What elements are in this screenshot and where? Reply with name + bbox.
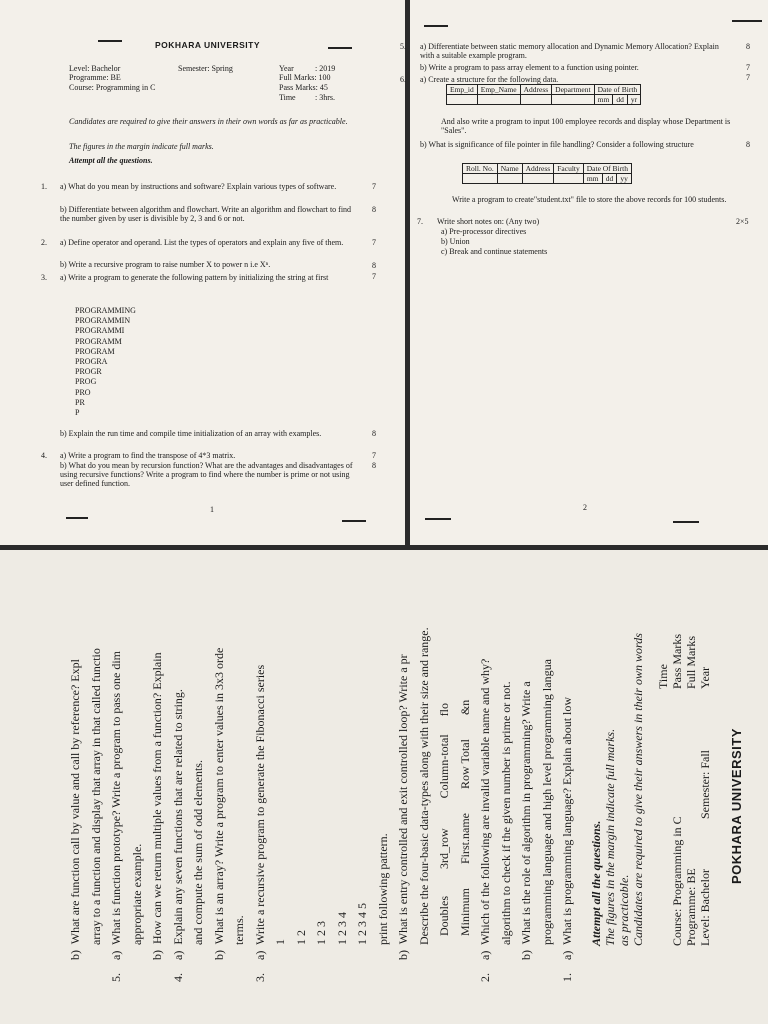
question-number: 3.: [41, 273, 47, 282]
marks: 8: [372, 205, 376, 214]
table-header: Emp_id: [447, 85, 478, 95]
question-text: 1: [273, 939, 287, 960]
course: Course: Programming in C: [670, 816, 684, 946]
marks: 7: [372, 272, 376, 281]
string-pattern: [75, 306, 136, 418]
time-value: : 3hrs.: [315, 93, 335, 102]
rotated-content: [0, 550, 768, 1024]
question-number: 3.: [252, 973, 267, 982]
table-header: Address: [522, 164, 554, 174]
question-text: and compute the sum of odd elements.: [191, 760, 205, 960]
employee-table: [446, 84, 641, 105]
page-number: 2: [583, 503, 587, 512]
table-header: Department: [552, 85, 594, 95]
pattern-line: PROGRAM: [75, 346, 115, 356]
question-text: print following pattern.: [375, 833, 390, 960]
marks: 7: [746, 73, 750, 82]
question-5b: b) Write a program to pass array element to a function using pointer.: [420, 63, 639, 72]
instruction-1-cont: as practicable.: [617, 874, 631, 946]
marks: 8: [746, 140, 750, 149]
table-header: Name: [497, 164, 522, 174]
question-text: 1 2 3: [314, 921, 328, 960]
question-number: 5.: [109, 973, 123, 982]
pattern-line: PROGRAMMIN: [75, 316, 131, 326]
time-label: Time: [279, 93, 296, 102]
question-number: 5.: [400, 42, 406, 51]
year: Year: [698, 666, 712, 689]
exam-page-rotated: [0, 550, 768, 1024]
scan-mark: [98, 40, 122, 42]
table-subheader: yr: [627, 95, 640, 105]
page-number: 1: [210, 505, 214, 514]
table-subheader: mm: [583, 174, 602, 184]
marks: 7: [372, 182, 376, 191]
question-number: 2.: [478, 973, 492, 982]
scan-mark: [66, 517, 88, 519]
short-note-option: a) Pre-processor directives: [441, 227, 527, 236]
pattern-line: PROGRAMM: [75, 336, 122, 346]
table-header: Date Of Birth: [583, 164, 631, 174]
question-text: a) Write a recursive program to generate the Fibonacci series: [252, 664, 267, 960]
question-6b-continued: Write a program to create"student.txt" file to store the above records for 100 students.: [452, 195, 727, 204]
course: Course: Programming in C: [69, 83, 156, 92]
marks: 8: [372, 429, 376, 438]
instruction-1: Candidates are required to give their answers in their own words as far as practicable.: [69, 117, 348, 126]
question-text: a) Explain any seven functions that are related to string.: [170, 689, 185, 960]
pattern-line: PROGR: [75, 367, 102, 377]
scan-mark: [342, 520, 366, 522]
question-text: appropriate example.: [129, 843, 144, 960]
pattern-line: PROGRAMMING: [75, 306, 136, 315]
question-6b: b) What is significance of file pointer in file handling? Consider a following structure: [420, 140, 694, 149]
question-6a: a) Create a structure for the following data.: [420, 75, 559, 84]
question-text: a) What is function prototype? Write a program to pass one dim: [109, 651, 123, 960]
pattern-line: P: [75, 408, 80, 418]
question-text: algorithm to check if the given number is prime or not.: [498, 681, 513, 960]
question-number: 1.: [41, 182, 47, 191]
question-number: 7.: [417, 217, 423, 226]
short-note-option: c) Break and continue statements: [441, 247, 548, 256]
table-header: Emp_Name: [477, 85, 520, 95]
question-6a-continued: And also write a program to input 100 employee records and display whose Department is "Sales".: [441, 117, 731, 135]
marks: 8: [372, 461, 376, 470]
question-text: programming language and high level programming langua: [539, 659, 554, 960]
question-4a: a) Write a program to find the transpose of 4*3 matrix.: [60, 451, 236, 460]
question-1b: b) Differentiate between algorithm and flowchart. Write an algorithm and flowchart to find the number given by user is divisible by 2, 3 and 6 or not.: [60, 205, 352, 223]
pattern-line: PROGRA: [75, 357, 108, 367]
table-header: Faculty: [554, 164, 584, 174]
question-3b: b) Explain the run time and compile time initialization of an array with examples.: [60, 429, 322, 438]
scan-mark: [425, 518, 451, 520]
full-marks: Full Marks: [684, 635, 698, 689]
question-text: b) What is an array? Write a program to enter values in 3x3 orde: [211, 647, 226, 960]
marks: 8: [372, 261, 376, 270]
programme: Programme: BE: [69, 73, 121, 82]
scan-mark: [732, 20, 762, 22]
question-1a: a) What do you mean by instructions and software? Explain various types of software.: [60, 182, 337, 191]
scan-mark: [673, 521, 699, 523]
question-text: array to a function and display that array in that called functio: [88, 648, 103, 960]
question-text: b) What are function call by value and call by reference? Expl: [68, 659, 82, 960]
instruction-3: Attempt all the questions.: [69, 156, 153, 165]
student-table: [462, 163, 632, 184]
scan-mark: [424, 25, 448, 27]
pattern-line: PROG: [75, 377, 97, 387]
question-text: b) How can we return multiple values from a function? Explain: [150, 652, 164, 960]
question-number: 6.: [400, 75, 406, 84]
question-text: a) Which of the following are invalid variable name and why?: [478, 658, 492, 960]
marks: 7: [372, 238, 376, 247]
question-7: Write short notes on: (Any two): [437, 217, 540, 226]
table-subheader: dd: [602, 174, 617, 184]
table-header: Address: [520, 85, 552, 95]
semester: Semester: Spring: [178, 64, 233, 73]
year-value: : 2019: [315, 64, 336, 73]
question-text: b) What is entry controlled and exit controlled loop? Write a pr: [396, 654, 410, 960]
table-header: Date of Birth: [594, 85, 641, 95]
question-text: Minimum First.name Row Total &n: [457, 699, 472, 960]
level: Level: Bachelor: [69, 64, 121, 73]
instruction-1: Candidates are required to give their answers in their own words: [631, 633, 645, 946]
pass-marks: Pass Marks: [670, 633, 684, 689]
instruction-2: The figures in the margin indicate full marks.: [69, 142, 214, 151]
instruction-3: Attempt all the questions.: [589, 820, 603, 946]
question-number: 1.: [560, 973, 574, 982]
pass-marks: Pass Marks: 45: [279, 83, 328, 92]
question-text: 1 2 3 4: [334, 912, 349, 960]
question-text: terms.: [232, 915, 246, 960]
scan-mark: [328, 47, 352, 49]
short-note-option: b) Union: [441, 237, 470, 246]
level: Level: Bachelor: [698, 869, 712, 946]
programme: Programme: BE: [684, 868, 698, 946]
pattern-line: PR: [75, 397, 85, 407]
table-subheader: yy: [617, 174, 632, 184]
question-text: b) What is the role of algorithm in programming? Write a: [519, 681, 533, 960]
table-header: Roll. No.: [463, 164, 498, 174]
question-text: Doubles 3rd_row Column-total flo: [437, 703, 451, 960]
question-text: Describe the four-basic data-types along with their size and range.: [416, 627, 431, 960]
full-marks: Full Marks: 100: [279, 73, 331, 82]
exam-page-1: [0, 0, 405, 545]
pattern-line: PRO: [75, 387, 91, 397]
question-3a: a) Write a program to generate the following pattern by initializing the string at first: [60, 273, 329, 282]
marks: 7: [746, 63, 750, 72]
question-number: 4.: [170, 973, 185, 982]
table-subheader: dd: [613, 95, 628, 105]
question-5a: a) Differentiate between static memory allocation and Dynamic Memory Allocation? Explain with a suitable example program.: [420, 42, 719, 60]
question-4b: b) What do you mean by recursion function? What are the advantages and disadvantages of using recursive functions? Write a program to find where the number is prime or not using user defined function.: [60, 461, 353, 488]
time: Time: [656, 664, 670, 689]
year-label: Year: [279, 64, 294, 73]
question-text: 1 2: [293, 930, 308, 960]
question-text: 1 2 3 4 5: [355, 903, 369, 960]
question-number: 4.: [41, 451, 47, 460]
instruction-2: The figures in the margin indicate full marks.: [603, 728, 617, 946]
question-2b: b) Write a recursive program to raise number X to power n i.e Xⁿ.: [60, 260, 271, 269]
table-subheader: mm: [594, 95, 613, 105]
question-2a: a) Define operator and operand. List the types of operators and explain any five of them.: [60, 238, 344, 247]
question-text: a) What is programming language? Explain about low: [560, 696, 574, 960]
semester: Semester: Fall: [698, 750, 712, 819]
university-title: POKHARA UNIVERSITY: [155, 40, 261, 50]
question-number: 2.: [41, 238, 47, 247]
exam-page-2: [400, 0, 768, 545]
university-title: POKHARA UNIVERSITY: [729, 728, 744, 884]
marks: 7: [372, 451, 376, 460]
marks: 2×5: [736, 217, 749, 226]
marks: 8: [746, 42, 750, 51]
pattern-line: PROGRAMMI: [75, 326, 125, 336]
